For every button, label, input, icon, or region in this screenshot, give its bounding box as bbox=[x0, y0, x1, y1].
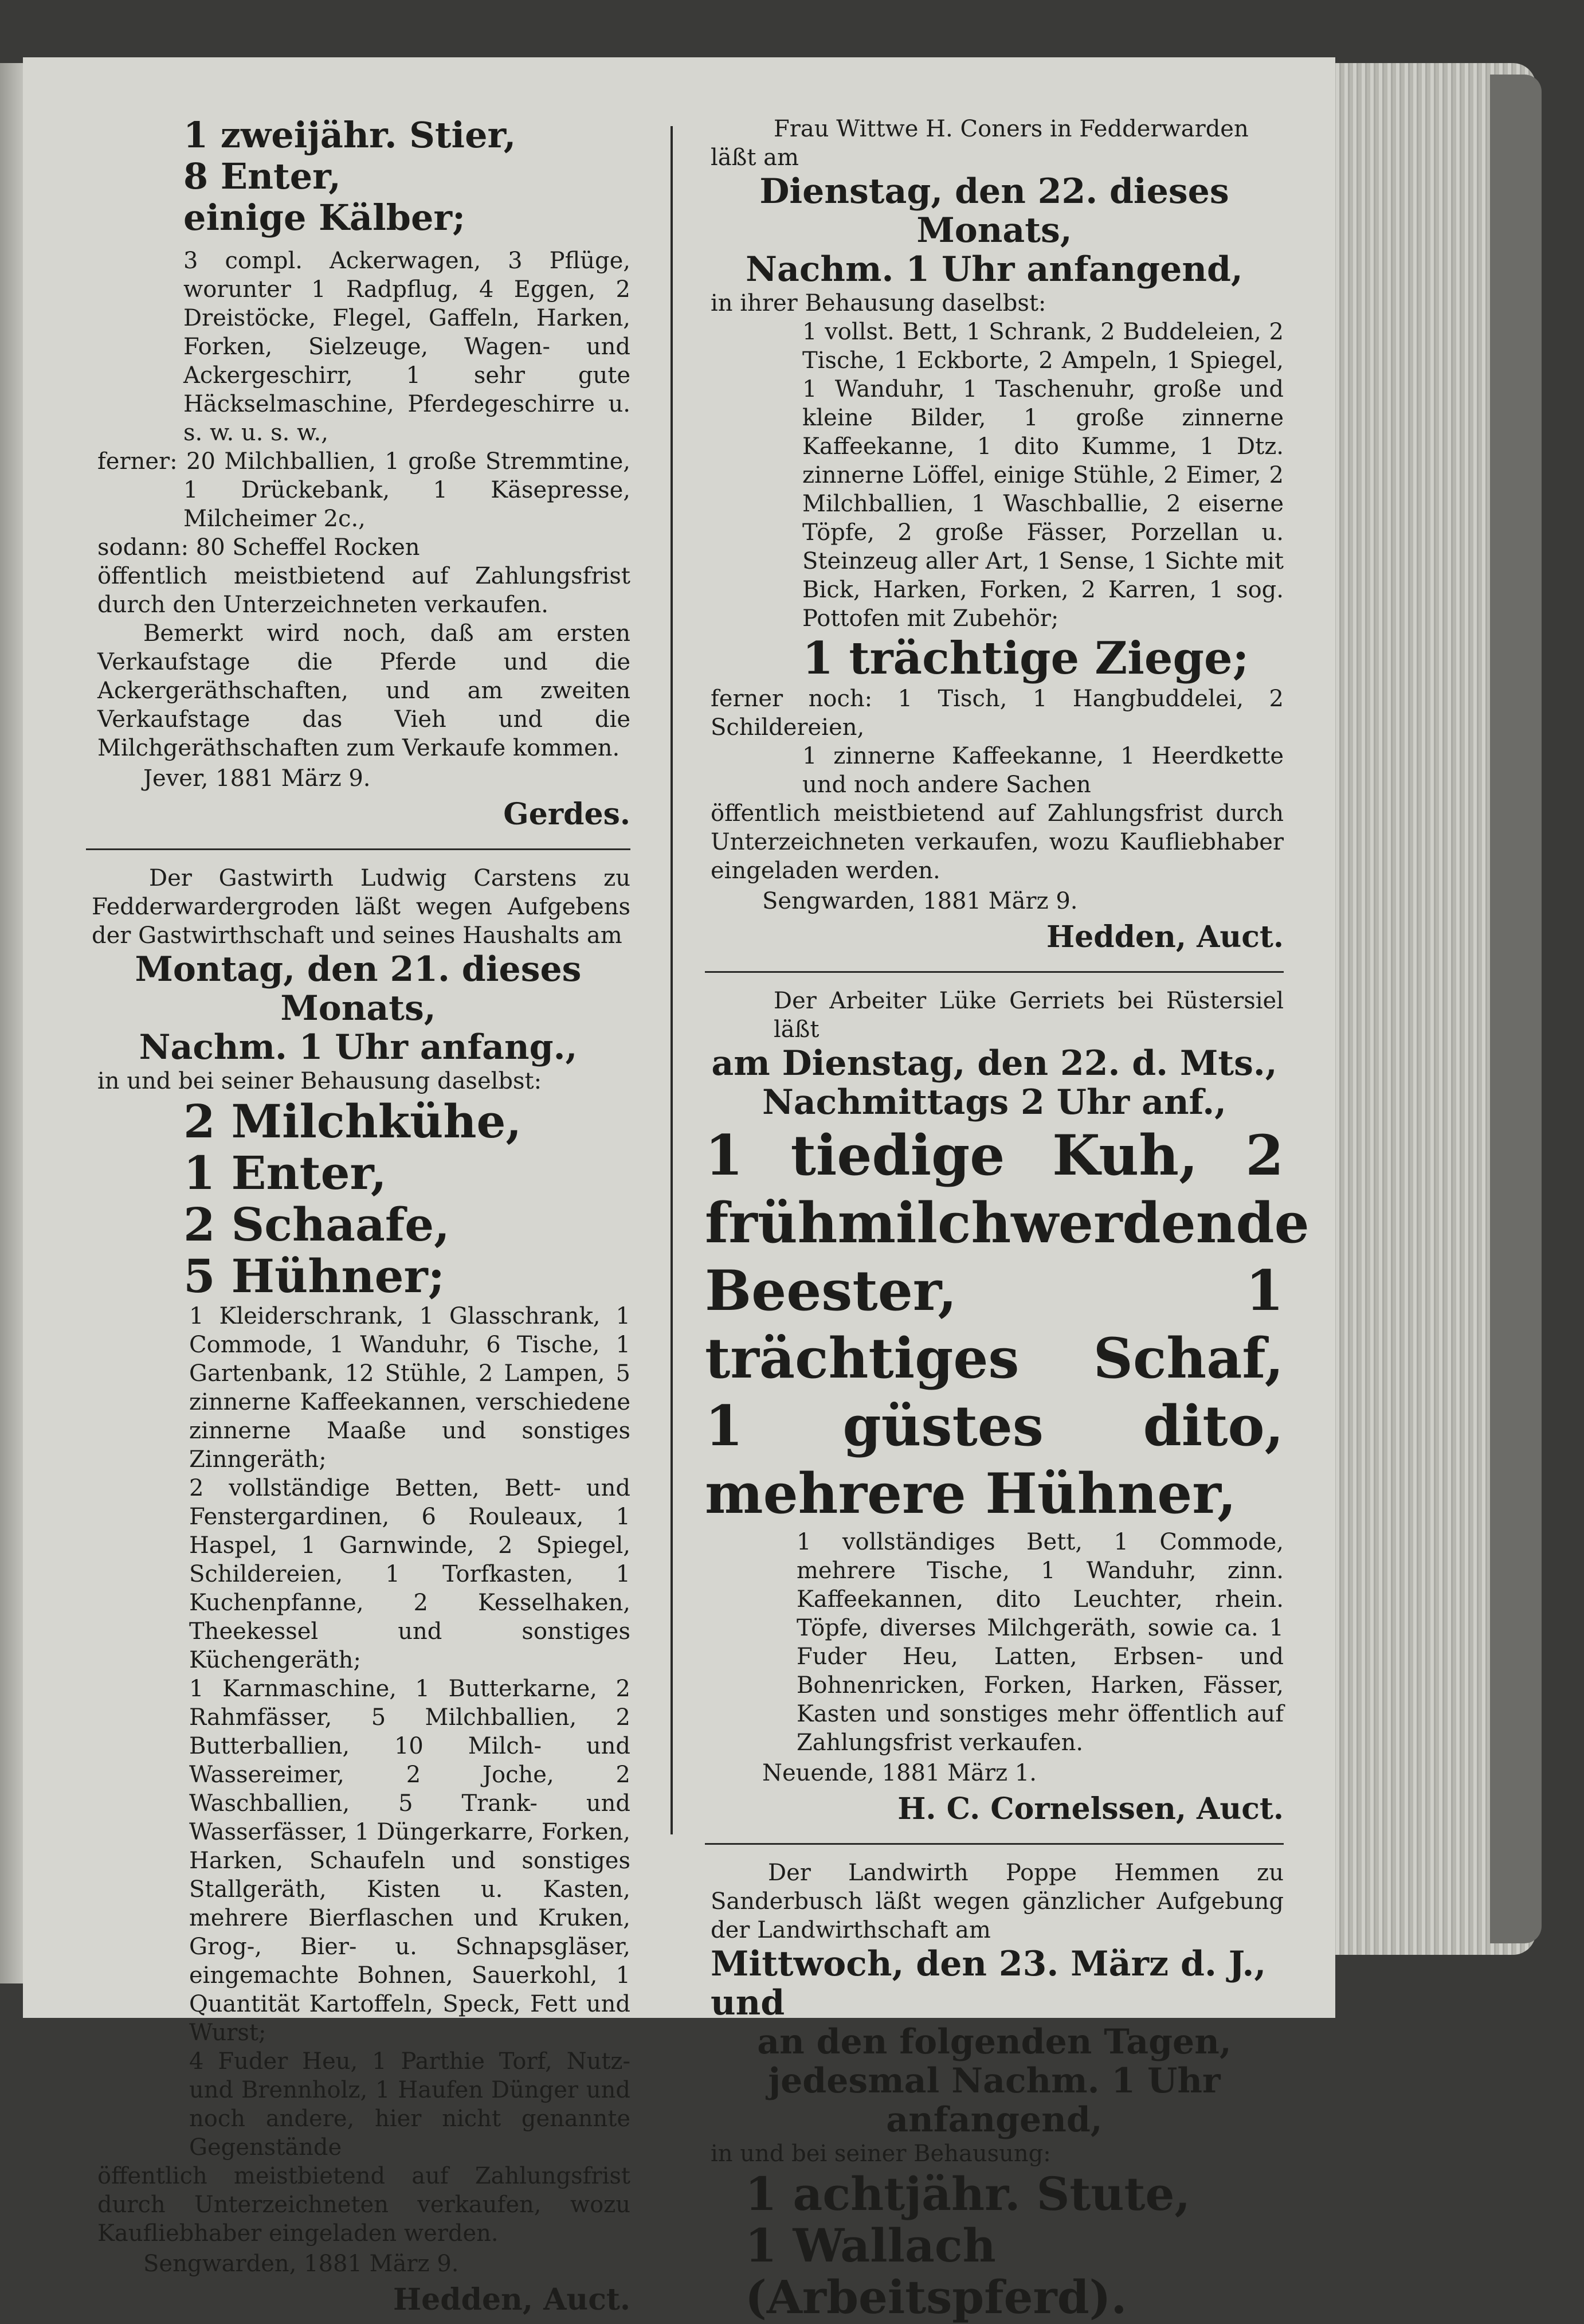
ad-carstens-animals bbox=[86, 1096, 630, 1302]
item-list: ferner: 20 Milchballien, 1 große Stremmtine, 1 Drückebank, 1 Käsepresse, Milcheimer 2c., bbox=[97, 448, 630, 532]
item-list: 1 vollständiges Bett, 1 Commode, mehrere Tische, 1 Wanduhr, zinn. Kaffeekannen, dito Leuchter, rhein. Töpfe, diverses Milchgeräth, sowie ca. 1 Fuder Heu, Latten, Erbsen- und Bohnenricken, Forken, Harken, Fässer, Kasten und sonstiges mehr öffentlich auf Zahlungsfrist verkaufen. bbox=[797, 1529, 1284, 1756]
ad-where: in ihrer Behausung daselbst: bbox=[711, 290, 1046, 316]
ad-date: Sengwarden, 1881 März 9. bbox=[762, 888, 1078, 914]
column-divider bbox=[671, 126, 673, 1834]
ad-text: öffentlich meistbietend auf Zahlungsfrist durch den Unterzeichneten verkaufen. bbox=[97, 563, 630, 618]
ad-when: am Dienstag, den 22. d. Mts., bbox=[711, 1043, 1277, 1083]
item-big: 1 Wallach (Arbeitspferd). bbox=[745, 2219, 1127, 2324]
ad-intro: Der Gastwirth Ludwig Carstens zu Fedderwardergroden läßt wegen Aufgebens der Gastwirthschaft und seines Haushalts am bbox=[92, 865, 630, 949]
item-list: sodann: 80 Scheffel Rocken bbox=[97, 534, 420, 561]
item-big: 2 Milchkühe, bbox=[183, 1094, 522, 1148]
ad-where: in und bei seiner Behausung daselbst: bbox=[97, 1068, 542, 1094]
ad-intro: Der Arbeiter Lüke Gerriets bei Rüstersiel läßt bbox=[774, 988, 1284, 1043]
ad-hemmen bbox=[705, 1859, 1284, 2323]
item-big: 5 Hühner; bbox=[183, 1249, 445, 1303]
item-big: einige Kälber; bbox=[183, 197, 465, 238]
ad-separator bbox=[86, 848, 630, 850]
ad-when: Nachmittags 2 Uhr anf., bbox=[762, 1082, 1227, 1122]
item-big: 2 Schaafe, bbox=[183, 1198, 450, 1251]
item-list: ferner noch: 1 Tisch, 1 Hangbuddelei, 2 Schildereien, bbox=[711, 686, 1284, 741]
ad-date: Sengwarden, 1881 März 9. bbox=[143, 2251, 459, 2277]
item-list: 1 Karnmaschine, 1 Butterkarne, 2 Rahmfässer, 5 Milchballien, 2 Butterballien, 10 Milch- und Wassereimer, 2 Joche, 2 Waschballien, 5 Trank- und Wasserfässer, 1 Düngerkarre, Forken, Harken, Schaufeln und sonstiges Stallgeräth, Kisten u. Kasten, mehrere Bierflaschen und Kruken, Grog-, Bier- u. Schnapsgläser, eingemachte Bohnen, Sauerkohl, 1 Quantität Kartoffeln, Speck, Fett und Wurst; bbox=[189, 1676, 630, 2046]
ad-when: Mittwoch, den 23. März d. J., und bbox=[711, 1944, 1267, 2023]
ad-text: öffentlich meistbietend auf Zahlungsfrist durch Unterzeichneten verkaufen, wozu Kaufliebhaber eingeladen werden. bbox=[711, 800, 1284, 884]
ad-when: jedesmal Nachm. 1 Uhr anfangend, bbox=[768, 2061, 1221, 2140]
item-big: 1 achtjähr. Stute, bbox=[745, 2167, 1191, 2221]
ad-carstens bbox=[86, 864, 630, 2320]
ad-where: in und bei seiner Behausung: bbox=[711, 2141, 1051, 2167]
ad-gerriets bbox=[705, 987, 1309, 1829]
ad-date: Jever, 1881 März 9. bbox=[143, 765, 371, 792]
item-list: 1 Kleiderschrank, 1 Glasschrank, 1 Commode, 1 Wanduhr, 6 Tische, 1 Gartenbank, 12 Stühle, 2 Lampen, 5 zinnerne Kaffeekannen, verschiedene zinnerne Maaße und sonstiges Zinngeräth; bbox=[189, 1303, 630, 1473]
item-list: 3 compl. Ackerwagen, 3 Pflüge, worunter 1 Radpflug, 4 Eggen, 2 Dreistöcke, Flegel, Gaffeln, Harken, Forken, Sielzeuge, Wagen- und Ackergeschirr, 1 sehr gute Häckselmaschine, Pferdegeschirre u. s. w. u. s. w., bbox=[183, 248, 630, 446]
ad-separator bbox=[705, 971, 1284, 973]
ad-text: Bemerkt wird noch, daß am ersten Verkaufstage die Pferde und die Ackergeräthschaften, und am zweiten Verkaufstage das Vieh und die Milchgeräthschaften zum Verkaufe kommen. bbox=[97, 620, 630, 761]
item-list: 2 vollständige Betten, Bett- und Fenstergardinen, 6 Rouleaux, 1 Haspel, 1 Garnwinde, 2 Spiegel, Schildereien, 1 Torfkasten, 1 Kuchenpfanne, 2 Kesselhaken, Theekessel und sonstiges Küchengeräth; bbox=[189, 1475, 630, 1673]
item-list: 1 vollst. Bett, 1 Schrank, 2 Buddeleien, 2 Tische, 1 Eckborte, 2 Ampeln, 1 Spiegel, 1 Wanduhr, 1 Taschenuhr, große und kleine Bilder, 1 große zinnerne Kaffeekanne, 1 dito Kumme, 1 Dtz. zinnerne Löffel, einige Stühle, 2 Eimer, 2 Milchballien, 1 Waschballie, 2 eiserne Töpfe, 2 große Fässer, Porzellan u. Steinzeug aller Art, 1 Sense, 1 Sichte mit Bick, Harken, Forken, 2 Karren, 1 sog. Pottofen mit Zubehör; bbox=[802, 319, 1284, 632]
book-cover-edge bbox=[1490, 75, 1542, 1943]
ad-intro: läßt am bbox=[711, 144, 799, 171]
item-big: 1 trächtige Ziege; bbox=[802, 632, 1249, 684]
ad-when: Dienstag, den 22. dieses Monats, bbox=[759, 171, 1229, 251]
ad-signature: Hedden, Auct. bbox=[393, 2282, 630, 2317]
item-big: 1 Enter, bbox=[183, 1146, 387, 1200]
ad-signature: Gerdes. bbox=[503, 797, 630, 832]
ad-signature: H. C. Cornelssen, Auct. bbox=[897, 1791, 1284, 1826]
ad-when: Nachm. 1 Uhr anfangend, bbox=[746, 249, 1243, 289]
ad-text: öffentlich meistbietend auf Zahlungsfrist durch Unterzeichneten verkaufen, wozu Kaufliebhaber eingeladen werden. bbox=[97, 2163, 630, 2247]
left-column bbox=[86, 115, 630, 2320]
book-left-edge bbox=[0, 63, 23, 1983]
item-big: 8 Enter, bbox=[183, 155, 341, 197]
item-big: 1 zweijähr. Stier, bbox=[183, 114, 516, 156]
right-column bbox=[705, 115, 1309, 2324]
ad-intro: Der Landwirth Poppe Hemmen zu Sanderbusch läßt wegen gänzlicher Aufgebung der Landwirthschaft am bbox=[711, 1860, 1284, 1943]
ad-gerdes-animals bbox=[86, 115, 630, 238]
item-big: 1 tiedige Kuh, 2 frühmilchwerdende Beester, 1 trächtiges Schaf, 1 güstes dito, mehrere Hühner, bbox=[705, 1123, 1309, 1526]
ad-when: Nachm. 1 Uhr anfang., bbox=[139, 1027, 578, 1067]
ad-intro: Frau Wittwe H. Coners in Fedderwarden bbox=[774, 116, 1249, 142]
ad-coners bbox=[705, 115, 1284, 957]
ad-when: Montag, den 21. dieses Monats, bbox=[135, 949, 582, 1028]
ad-signature: Hedden, Auct. bbox=[1046, 920, 1284, 954]
ad-date: Neuende, 1881 März 1. bbox=[762, 1760, 1037, 1786]
ad-hemmen-animals bbox=[705, 2168, 1284, 2323]
ad-separator bbox=[705, 1843, 1284, 1845]
item-list: 4 Fuder Heu, 1 Parthie Torf, Nutz- und Brennholz, 1 Haufen Dünger und noch andere, hier nicht genannte Gegenstände bbox=[189, 2048, 630, 2161]
item-list: 1 zinnerne Kaffeekanne, 1 Heerdkette und noch andere Sachen bbox=[802, 743, 1284, 798]
ad-gerdes bbox=[86, 115, 630, 835]
ad-when: an den folgenden Tagen, bbox=[757, 2022, 1232, 2062]
